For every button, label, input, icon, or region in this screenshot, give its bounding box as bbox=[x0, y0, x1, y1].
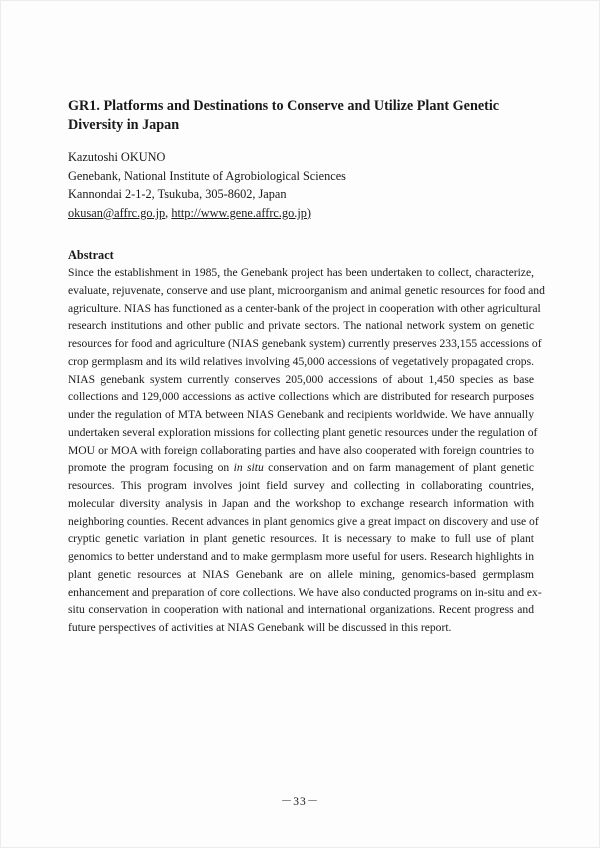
abstract-line: under the regulation of MTA between NIAS Genebank and recipients worldwide. We have annually bbox=[68, 408, 534, 421]
abstract-line: genomics to better understand and to make germplasm more useful for users. Research highlights in bbox=[68, 550, 534, 563]
abstract-line: evaluate, rejuvenate, conserve and use plant, microorganism and animal genetic resources for food and bbox=[68, 283, 545, 297]
abstract-line: resources. This program involves joint field survey and collecting in collaborating countries, bbox=[68, 479, 534, 492]
abstract-line: promote the program focusing on in situ conservation and on farm management of plant genetic bbox=[68, 461, 534, 475]
abstract-line: agriculture. NIAS has functioned as a center-bank of the project in cooperation with other agricultural bbox=[68, 301, 541, 315]
abstract-body bbox=[68, 264, 545, 637]
author-name: Kazutoshi OKUNO bbox=[68, 150, 166, 164]
abstract-line: undertaken several exploration missions for collecting plant genetic resources under the regulation of bbox=[68, 425, 538, 439]
abstract-line: neighboring counties. Recent advances in plant genomics give a great impact on discovery and use of bbox=[68, 514, 539, 528]
abstract-line: crop germplasm and its wild relatives involving 45,000 accessions of vegetatively propagated crops. bbox=[68, 354, 534, 368]
abstract-line: research institutions and other public and private sectors. The national network system on genetic bbox=[68, 319, 534, 333]
abstract-line: future perspectives of activities at NIAS Genebank will be discussed in this report. bbox=[68, 621, 452, 634]
abstract-line: cryptic genetic variation in plant genetic resources. It is necessary to make to full use of plant bbox=[68, 532, 534, 546]
website-link[interactable]: http://www.gene.affrc.go.jp) bbox=[171, 205, 311, 220]
abstract-heading: Abstract bbox=[68, 248, 114, 262]
author-address: Kannondai 2-1-2, Tsukuba, 305-8602, Japan bbox=[68, 187, 287, 202]
abstract-line: NIAS genebank system currently conserves 205,000 accessions of about 1,450 species as base bbox=[68, 372, 534, 386]
abstract-line: Since the establishment in 1985, the Genebank project has been undertaken to collect, characterize, bbox=[68, 266, 534, 279]
contact-separator: , bbox=[165, 205, 172, 220]
abstract-line: MOU or MOA with foreign collaborating parties and have also cooperated with foreign countries to bbox=[68, 443, 534, 457]
abstract-line: enhancement and preparation of core collections. We have also conducted programs on in-situ and ex- bbox=[68, 585, 542, 599]
author-contact bbox=[68, 204, 538, 223]
abstract-line: resources for food and agriculture (NIAS genebank system) currently preserves 233,155 accessions of bbox=[68, 337, 542, 350]
email-link[interactable]: okusan@affrc.go.jp bbox=[68, 205, 166, 220]
author-block bbox=[68, 148, 538, 222]
latin-term: in situ bbox=[233, 461, 264, 475]
abstract-line: plant genetic resources at NIAS Genebank are on allele mining, genomics-based germplasm bbox=[68, 567, 534, 581]
paper-title: GR1. Platforms and Destinations to Conserve and Utilize Plant Genetic Diversity in Japan bbox=[68, 98, 500, 133]
abstract-line: molecular diversity analysis in Japan and the workshop to exchange research information with bbox=[68, 496, 534, 510]
abstract-line: situ conservation in cooperation with national and international organizations. Recent progress and bbox=[68, 603, 534, 617]
abstract-line: collections and 129,000 accessions as active collections which are distributed for research purposes bbox=[68, 390, 534, 404]
page-number: －33－ bbox=[280, 796, 320, 808]
author-affiliation: Genebank, National Institute of Agrobiological Sciences bbox=[68, 168, 346, 183]
